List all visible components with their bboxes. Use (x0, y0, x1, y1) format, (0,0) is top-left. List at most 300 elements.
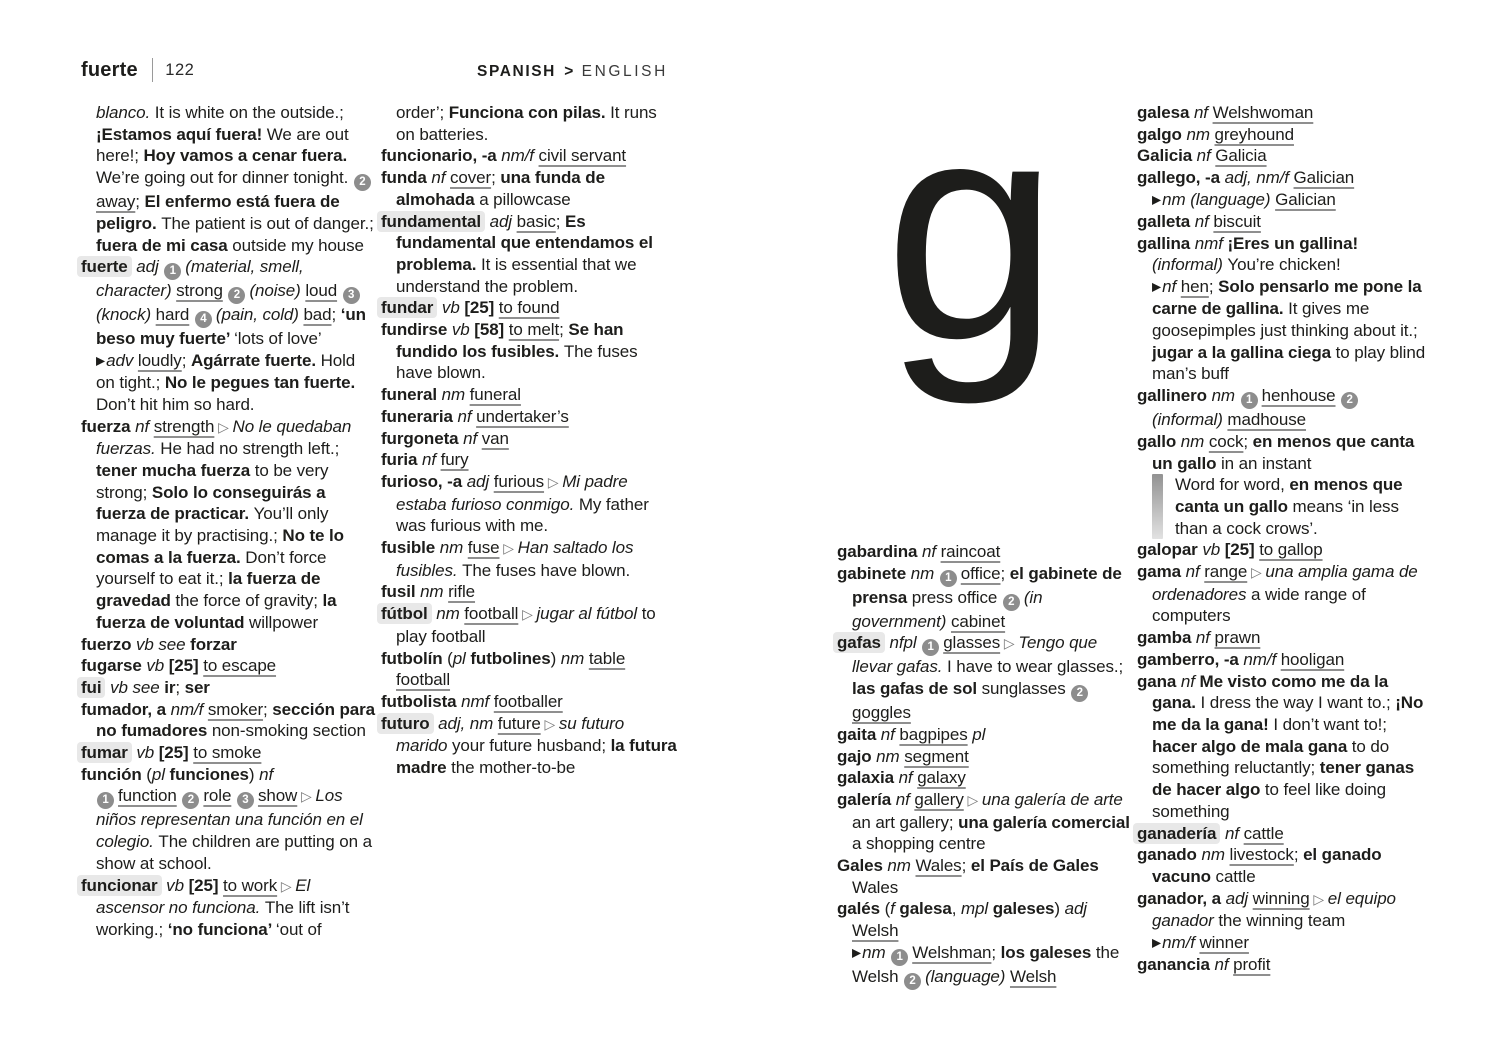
text-run: to escape (203, 656, 277, 676)
headword: ganadería (1133, 823, 1220, 844)
subentry-arrow-icon: ▶ (1152, 192, 1163, 207)
text-run: a pillowcase (479, 189, 571, 209)
dictionary-entry (837, 563, 1130, 633)
text-run: henhouse (1261, 386, 1336, 406)
headword: fuerza (81, 416, 131, 436)
text-run: adj (484, 211, 517, 231)
headword: gallo (1137, 431, 1177, 451)
text-run: nm (415, 582, 449, 602)
headword: gallego, -a (1137, 168, 1220, 188)
section-letter: g (884, 53, 1060, 405)
headword: gabardina (837, 542, 918, 561)
dictionary-entry (381, 449, 678, 471)
text-run: My father was furious with me. (396, 494, 649, 536)
text-run: nfpl (884, 633, 922, 653)
headword: galés (837, 899, 880, 919)
text-run: tener mucha fuerza (96, 460, 255, 480)
example-triangle-icon: ▷ (277, 877, 296, 894)
text-run: show (257, 786, 298, 806)
text-run: ; (181, 350, 191, 370)
text-run: the winning team (1218, 911, 1346, 931)
text-run: nf (1209, 955, 1234, 975)
text-run: Galician (1275, 189, 1336, 209)
text-run: nf (1220, 823, 1244, 843)
text-run: van (481, 428, 509, 448)
text-run: fury (440, 450, 469, 470)
text-run: la futura madre (396, 736, 677, 778)
headword: fundamental (377, 211, 485, 232)
text-run: la fuerza de voluntad (96, 591, 337, 632)
dictionary-entry (381, 691, 678, 713)
text-run: mpl (961, 899, 993, 919)
dictionary-entry (381, 428, 678, 450)
text-run: nf (1162, 277, 1181, 297)
dictionary-entry (837, 541, 1130, 563)
text-run: pl (452, 648, 471, 668)
text-run (231, 786, 236, 805)
headword: fútbol (377, 603, 432, 624)
text-run: (knock) (96, 305, 156, 325)
dictionary-entry (81, 634, 376, 656)
headword: función (81, 764, 142, 784)
header-divider (152, 58, 154, 82)
headword: gallina (1137, 233, 1191, 253)
text-run: nf (417, 450, 441, 470)
text-run: to gallop (1259, 540, 1323, 560)
page-header-direction (477, 63, 668, 81)
text-run: nm (1196, 845, 1230, 865)
dictionary-entry (381, 384, 678, 406)
text-run: to feel like doing something (1152, 780, 1386, 821)
text-run: the force of gravity; (175, 591, 323, 611)
text-run: nf (259, 764, 274, 784)
text-run: We are out here!; (96, 124, 349, 166)
dictionary-entry (81, 764, 376, 875)
text-run: fuera de mi casa (96, 235, 233, 255)
headword: funda (381, 168, 427, 188)
text-run: vb see (131, 634, 191, 654)
headword: galesa (1137, 103, 1190, 122)
headword: fumador, a (81, 699, 166, 719)
text-run: Solo pensarlo me pone la carne de gallina. (1152, 277, 1422, 319)
dictionary-entry (381, 167, 678, 210)
direction-source-language: SPANISH (477, 63, 556, 80)
text-run: galeses (992, 899, 1055, 919)
dictionary-entry (837, 746, 1130, 768)
headword: furgoneta (381, 428, 459, 448)
headword: fuerzo (81, 634, 132, 654)
text-run: to smoke (193, 743, 262, 763)
headword: galleta (1137, 212, 1191, 232)
text-run: nm (436, 385, 470, 405)
text-run (337, 281, 342, 300)
headword: gallinero (1137, 386, 1207, 406)
text-run: The patient is out of danger.; (161, 213, 374, 233)
headword: futbolista (381, 691, 457, 711)
text-run: profit (1233, 955, 1271, 975)
dictionary-entry (381, 537, 678, 581)
text-run: ) (248, 764, 260, 784)
sense-number: 2 (1071, 685, 1088, 702)
headword: fugarse (81, 656, 142, 676)
text-run: ‘lots of love’ (234, 329, 322, 349)
text-run: press office (911, 587, 1002, 607)
text-run: nmf (1190, 233, 1228, 253)
text-run: Tengo que llevar gafas. (852, 633, 1098, 677)
text-run: an art gallery; (852, 812, 959, 832)
text-run: furious (493, 471, 545, 491)
sense-number: 2 (904, 973, 921, 990)
direction-target-language: ENGLISH (581, 63, 668, 80)
headword: futuro (377, 713, 434, 734)
text-run: vb see (105, 677, 165, 697)
text-run: It gives me goosepimples just thinking about it.; (1152, 299, 1418, 341)
text-run: Don’t hit him so hard. (96, 394, 255, 414)
text-run: The lift isn’t working.; (96, 898, 350, 939)
sense-number: 2 (182, 792, 199, 809)
text-run: una amplia gama de ordenadores (1152, 562, 1418, 604)
dictionary-entry (1137, 211, 1432, 233)
dictionary-entry (1137, 431, 1432, 474)
text-run: hen (1180, 277, 1209, 297)
dictionary-entry (381, 713, 678, 779)
headword: galopar (1137, 540, 1198, 560)
sense-number: 2 (1003, 594, 1020, 611)
text-run: Don’t force yourself to eat it.; (96, 547, 327, 589)
text-run: tener ganas de hacer algo (1152, 758, 1415, 800)
text-run: los galeses (1000, 942, 1096, 962)
text-run: the Welsh (852, 942, 1120, 986)
sense-number: 4 (195, 311, 212, 328)
text-run: vb (141, 656, 169, 676)
guide-word: fuerte (81, 58, 138, 81)
text-run: Welsh (1009, 966, 1057, 986)
headword: Galicia (1137, 146, 1193, 166)
text-run: Welshman (912, 942, 992, 962)
text-run: sección para no fumadores (96, 699, 376, 741)
text-run: a wide range of computers (1152, 584, 1366, 626)
dictionary-entry (81, 416, 376, 634)
text-run: nm (431, 604, 465, 624)
text-run: to melt (508, 320, 560, 340)
text-run: cover (450, 168, 492, 188)
headword: funcionario, -a (381, 146, 497, 166)
headword: fundirse (381, 320, 448, 340)
text-run: ; (135, 192, 145, 212)
headword: furia (381, 450, 418, 470)
text-run: funciones (169, 764, 249, 784)
example-triangle-icon: ▷ (963, 791, 982, 808)
text-run: ¡Eres un gallina! (1227, 233, 1359, 253)
text-run: adj, nm (433, 713, 498, 733)
text-run: ¡No me da la gana! (1152, 693, 1424, 734)
headword: galgo (1137, 124, 1182, 144)
text-run: Hoy vamos a cenar fuera. (143, 146, 348, 166)
text-run: ser (184, 677, 210, 697)
text-run: el País de Gales (970, 856, 1099, 876)
text-run: ; (331, 305, 341, 325)
text-run: No le quedaban fuerzas. (96, 416, 352, 459)
text-run: [58] (474, 320, 505, 340)
text-run: nf (876, 724, 900, 744)
text-run: ‘un beso muy fuerte’ (96, 305, 366, 349)
text-run: nm (560, 648, 589, 668)
text-run: [25] (168, 656, 199, 676)
dictionary-entry (1137, 102, 1432, 124)
headword: funeraria (381, 406, 453, 426)
headword: fusible (381, 538, 436, 558)
text-run: ; (1293, 845, 1304, 865)
text-run: I have to wear glasses.; (946, 657, 1124, 677)
text-run: livestock (1229, 845, 1294, 865)
dictionary-entry (1137, 167, 1432, 211)
dictionary-column-4 (1137, 102, 1432, 976)
text-run: ; (1243, 431, 1253, 451)
text-run: Es fundamental que entendamos el problema. (396, 211, 653, 274)
headword: gabinete (837, 563, 907, 583)
text-run: glasses (943, 633, 1001, 653)
headword: gajo (837, 746, 872, 766)
text-run: vb (447, 320, 475, 340)
text-run: una funda de almohada (396, 168, 605, 209)
text-run: Galician (1293, 168, 1355, 188)
dictionary-entry (1137, 823, 1432, 845)
text-run: role (203, 786, 232, 806)
text-run: The fuses have blown. (396, 341, 638, 383)
dictionary-entry (1137, 385, 1432, 431)
text-run: adj (131, 257, 164, 277)
text-run: nm/f (165, 699, 208, 719)
text-run: cabinet (950, 611, 1006, 631)
text-run: Han saltado los fusibles. (396, 538, 634, 580)
text-run: cock (1208, 431, 1244, 451)
text-run: el gabinete de prensa (852, 563, 1122, 607)
text-run: We’re going out for dinner tonight. (96, 168, 353, 188)
sense-number: 1 (1241, 392, 1258, 409)
text-run: adj (1064, 899, 1087, 919)
dictionary-entry (1137, 649, 1432, 671)
text-run: I don’t want to!; (1273, 714, 1387, 734)
headword: funcionar (77, 875, 162, 896)
text-run: means ‘in less than a cock crows’. (1175, 496, 1399, 538)
text-run: The children are putting on a show at school. (96, 832, 372, 873)
text-run: order’; (396, 103, 449, 122)
text-run: ( (141, 764, 152, 784)
headword: gana (1137, 671, 1177, 691)
headword: fundar (377, 297, 437, 318)
dictionary-entry (381, 471, 678, 537)
text-run: Solo lo conseguirás a fuerza de practicar. (96, 482, 326, 524)
text-run: table football (396, 648, 626, 690)
text-run: your future husband; (452, 736, 611, 756)
example-triangle-icon: ▷ (214, 418, 233, 435)
dictionary-entry (1137, 124, 1432, 146)
dictionary-entry (1137, 671, 1432, 823)
headword: galaxia (837, 768, 894, 788)
text-run: a shopping centre (852, 834, 986, 854)
text-run: away (96, 192, 136, 212)
text-run: ‘no funciona’ (167, 920, 276, 939)
headword: gaita (837, 724, 877, 744)
text-run: It is white on the outside.; (154, 103, 344, 122)
dictionary-entry (1137, 145, 1432, 167)
text-run: Agárrate fuerte. (190, 350, 321, 370)
text-run: footballer (493, 691, 563, 711)
text-run: vb (437, 298, 465, 318)
dictionary-entry (381, 603, 678, 647)
text-run: forzar (190, 634, 237, 654)
text-run: adj (1221, 888, 1253, 908)
dictionary-entry (81, 875, 376, 941)
text-run: strong (176, 281, 223, 301)
example-triangle-icon: ▷ (1000, 635, 1019, 652)
text-run: nm (1206, 386, 1240, 406)
text-run: las gafas de sol (852, 679, 982, 699)
text-run: (material, smell, character) (96, 257, 304, 301)
headword: gafas (833, 632, 885, 653)
text-run: fuse (467, 538, 500, 558)
text-run: ( (442, 648, 453, 668)
text-run: Mi padre estaba furioso conmigo. (396, 471, 628, 514)
text-run: No le pegues tan fuerte. (164, 373, 356, 393)
dictionary-entry (1137, 561, 1432, 627)
text-run (223, 281, 228, 300)
text-run: adj, nm/f (1219, 168, 1294, 188)
headword: ganador, a (1137, 888, 1222, 908)
text-run: nm/f (496, 146, 539, 166)
text-run: nm (882, 856, 916, 876)
text-run: Los niños representan una función en el colegio. (96, 786, 363, 852)
text-run: Word for word, (1175, 475, 1290, 495)
text-run: [25] (1224, 540, 1255, 560)
text-run: en menos que canta un gallo (1175, 475, 1403, 516)
example-triangle-icon: ▷ (544, 473, 563, 490)
text-run: loud (305, 281, 338, 301)
text-run: El enfermo está fuera de peligro. (96, 192, 340, 233)
text-run: You’ll only manage it by practising.; (96, 504, 329, 546)
text-run: nf (1189, 103, 1213, 122)
text-run: hacer algo de mala gana (1152, 736, 1352, 756)
text-run: Welshwoman (1212, 103, 1314, 122)
dictionary-entry (837, 789, 1130, 855)
sense-number: 3 (237, 792, 254, 809)
example-triangle-icon: ▷ (499, 540, 518, 557)
text-run: ; (991, 942, 1001, 962)
text-run: jugar a la gallina ciega (1152, 342, 1336, 362)
headword: fumar (77, 742, 132, 763)
dictionary-entry (381, 581, 678, 603)
dictionary-entry (1137, 888, 1432, 955)
subentry-arrow-icon: ▶ (1152, 935, 1163, 950)
dictionary-entry (1137, 844, 1432, 887)
text-run: el ganado vacuno (1152, 845, 1382, 886)
dictionary-entry (81, 102, 376, 256)
text-run: una galería comercial (958, 812, 1130, 832)
sense-number: 1 (922, 639, 939, 656)
text-run: undertaker’s (476, 406, 569, 426)
text-run: sunglasses (981, 679, 1071, 699)
text-run: prawn (1214, 628, 1261, 648)
text-run: to play blind man’s buff (1152, 342, 1426, 384)
text-run: nf (1181, 562, 1205, 582)
text-run: nf (917, 542, 941, 561)
headword: Gales (837, 856, 883, 876)
dictionary-entry (381, 648, 678, 691)
text-run: vb (161, 875, 189, 895)
text-run: nm/f (1162, 933, 1200, 953)
text-run: ; (491, 168, 501, 188)
dictionary-entry (837, 724, 1130, 746)
text-run: jugar al fútbol (536, 604, 642, 624)
sense-number: 2 (354, 174, 371, 191)
headword: funeral (381, 385, 437, 405)
subentry-arrow-icon: ▶ (96, 353, 107, 368)
text-run: vb (131, 743, 159, 763)
text-run: nf (893, 768, 918, 788)
text-run: nm (435, 538, 468, 558)
dictionary-entry (837, 767, 1130, 789)
text-run: in an instant (1220, 453, 1312, 473)
sense-number: 2 (228, 287, 245, 304)
text-run: gallery (914, 789, 964, 809)
text-run: ; (175, 677, 185, 697)
text-run: (language) (925, 966, 1010, 986)
dictionary-entry (837, 898, 1130, 989)
dictionary-column-1 (81, 102, 376, 941)
text-run: vb (1197, 540, 1225, 560)
text-run: (pain, cold) (215, 305, 304, 325)
text-run: nm (862, 942, 891, 962)
headword: fuerte (77, 256, 132, 277)
dictionary-entry (1137, 627, 1432, 649)
example-triangle-icon: ▷ (540, 715, 559, 732)
dictionary-entry (381, 102, 678, 145)
text-run: pl (151, 764, 170, 784)
dictionary-entry (1137, 539, 1432, 561)
text-run: nm (1181, 124, 1215, 144)
text-run: smoker (207, 699, 264, 719)
text-run: It runs on batteries. (396, 103, 657, 144)
sense-number: 1 (891, 949, 908, 966)
headword: fui (77, 677, 105, 698)
page-number: 122 (165, 60, 195, 79)
text-run: Welsh (852, 921, 899, 941)
text-run: range (1204, 562, 1248, 582)
text-run: madhouse (1227, 410, 1307, 430)
text-run: winning (1252, 888, 1310, 908)
text-run: goggles (852, 703, 911, 723)
text-run: su futuro marido (396, 713, 625, 756)
text-run: el equipo ganador (1152, 888, 1396, 931)
text-run: adj (462, 471, 494, 491)
text-run: nf (426, 168, 451, 188)
text-run: ; (555, 211, 566, 231)
text-run: You’re chicken! (1227, 255, 1341, 275)
text-run: Wales (852, 877, 899, 897)
text-run: football (464, 604, 519, 624)
text-run: la fuerza de gravedad (96, 569, 321, 611)
text-run: future (497, 713, 541, 733)
text-run: to work (223, 875, 278, 895)
text-run: The fuses have blown. (462, 560, 631, 580)
text-run: nmf (456, 691, 494, 711)
text-run: ( (879, 899, 891, 919)
text-run: pl (967, 724, 986, 744)
dictionary-entry (81, 742, 376, 764)
text-run: ) (550, 648, 561, 668)
text-run: civil servant (538, 146, 627, 166)
headword: ganado (1137, 845, 1197, 865)
